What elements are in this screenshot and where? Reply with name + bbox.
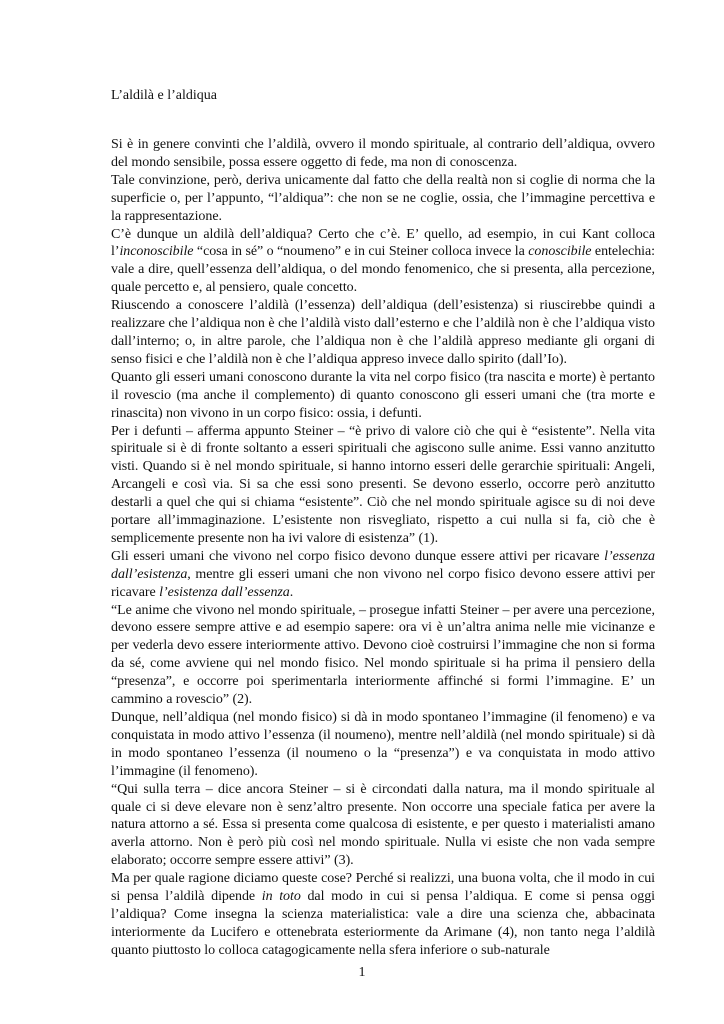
body-paragraph: [111, 602, 655, 709]
paragraph-text: Tale convinzione, però, deriva unicamente dal fatto che della realtà non si coglie di norma che la superficie o, per l’appunto, “l’aldiqua”: che non se ne coglie, ossia, che l’immagine percettiva e la rappresentazione.: [111, 172, 655, 224]
italic-text: l’esistenza dall’essenza: [159, 584, 290, 600]
paragraph-text: C’è dunque un aldilà dell’aldiqua? Certo che c’è. E’ quello, ad esempio, in cui Kant colloca l’: [111, 226, 655, 260]
paragraph-text: Riuscendo a conoscere l’aldilà (l’essenza) dell’aldiqua (dell’esistenza) si riuscirebbe quindi a realizzare che l’aldiqua non è che l’aldilà visto dall’esterno e che l’aldilà non è che l’aldiqua visto dall’interno; o, in altre parole, che l’aldiqua non è che l’aldilà appreso mediante gli organi di senso fisici e che l’aldilà non è che l’aldiqua appreso invece dallo spirito (dall’Io).: [111, 298, 655, 367]
paragraph-text: Si è in genere convinti che l’aldilà, ovvero il mondo spirituale, al contrario dell’aldiqua, ovvero del mondo sensibile, possa essere oggetto di fede, ma non di conoscenza.: [111, 137, 655, 170]
document-title: L’aldilà e l’aldiqua: [111, 88, 217, 103]
body-paragraph: [111, 423, 655, 548]
italic-text: l’essenza dall’esistenza: [111, 548, 655, 582]
body-paragraph: [111, 369, 655, 423]
paragraph-text: Ma per quale ragione diciamo queste cose? Perché si realizzi, una buona volta, che il modo in cui si pensa l’aldilà dipende: [111, 871, 655, 905]
italic-text: in toto: [261, 889, 301, 905]
body-paragraph: [111, 297, 655, 369]
paragraph-text: Gli esseri umani che vivono nel corpo fisico devono dunque essere attivi per ricavare: [111, 548, 605, 564]
paragraph-text: dal modo in cui si pensa l’aldiqua. E come si pensa oggi l’aldiqua? Come insegna la scienza materialistica: vale a dire una scienza che, abbacinata interiormente da Lucifero e ottenebrata esteriormente da Arimane (4), non tanto nega l’aldilà quanto piuttosto lo colloca catagogicamente nella sfera inferiore o sub-naturale: [111, 889, 655, 958]
body-paragraph: [111, 172, 655, 226]
paragraph-text: “Le anime che vivono nel mondo spirituale, – prosegue infatti Steiner – per avere una percezione, devono essere sempre attive e ad esempio sapere: ora vi è un’altra anima nelle mie vicinanze e per vederla devo essere interiormente attivo. Devono cioè costruirsi l’immagine che non si forma da sé, come avviene qui nel mondo fisico. Nel mondo spirituale si ha prima il pensiero della “presenza”, e occorre poi sperimentarla interiormente affinché si formi l’immagine. E’ un cammino a rovescio” (2).: [111, 602, 655, 708]
paragraph-text: Dunque, nell’aldiqua (nel mondo fisico) si dà in modo spontaneo l’immagine (il fenomeno) e va conquistata in modo attivo l’essenza (il noumeno), mentre nell’aldilà (nel mondo spirituale) si dà in modo spontaneo l’essenza (il noumeno o la “presenza”) e va conquistata in modo attivo l’immagine (il fenomeno).: [111, 710, 655, 779]
body-paragraph: [111, 781, 655, 871]
paragraph-text: .: [289, 584, 294, 600]
paragraph-text: “cosa in sé” o “noumeno” e in cui Steiner colloca invece la: [193, 244, 529, 260]
body-paragraph: [111, 548, 655, 602]
paragraph-text: entelechia: vale a dire, quell’essenza dell’aldiqua, o del mondo fenomenico, che si presenta, alla percezione, quale percetto e, al pensiero, quale concetto.: [111, 244, 655, 296]
paragraph-text: Quanto gli esseri umani conoscono durante la vita nel corpo fisico (tra nascita e morte) è pertanto il rovescio (ma anche il complemento) di quanto conoscono gli esseri umani che (tra morte e rinascita) non vivono in un corpo fisico: ossia, i defunti.: [111, 369, 655, 421]
body-paragraph: [111, 709, 655, 781]
paragraph-text: “Qui sulla terra – dice ancora Steiner – si è circondati dalla natura, ma il mondo spirituale al quale ci si deve elevare non è senz’altro presente. Non occorre una speciale fatica per avere la natura attorno a sé. Essa si presenta come qualcosa di esistente, e per questo i materialisti amano averla attorno. Non è però più così nel mondo spirituale. Nulla vi esiste che non vada sempre elaborato; occorre sempre essere attivi” (3).: [111, 781, 655, 869]
body-paragraph: [111, 870, 655, 960]
italic-text: inconoscibile: [119, 244, 194, 260]
body-paragraph: [111, 136, 655, 172]
paragraph-text: Per i defunti – afferma appunto Steiner – “è privo di valore ciò che qui è “esistente”. Nella vita spirituale si è di fronte soltanto a esseri spirituali che agiscono sulle anime. Essi vanno anzitutto visti. Quando si è nel mondo spirituale, si hanno intorno esseri delle gerarchie spirituali: Angeli, Arcangeli e così via. Si sa che essi sono presenti. Se devono esserlo, occorre però anzitutto destarli a quel che qui si chiama “esistente”. Ciò che nel mondo spirituale agisce su di noi deve portare all’immaginazione. L’esistente non risvegliato, rispetto a cui nulla si fa, ciò che è semplicemente presente non ha ivi valore di esistenza” (1).: [111, 423, 655, 546]
italic-text: conoscibile: [528, 244, 592, 260]
body-paragraph: [111, 226, 655, 298]
page-number: 1: [358, 965, 366, 980]
paragraph-text: , mentre gli esseri umani che non vivono nel corpo fisico devono essere attivi per ricavare: [111, 566, 655, 600]
document-body: [111, 136, 655, 960]
